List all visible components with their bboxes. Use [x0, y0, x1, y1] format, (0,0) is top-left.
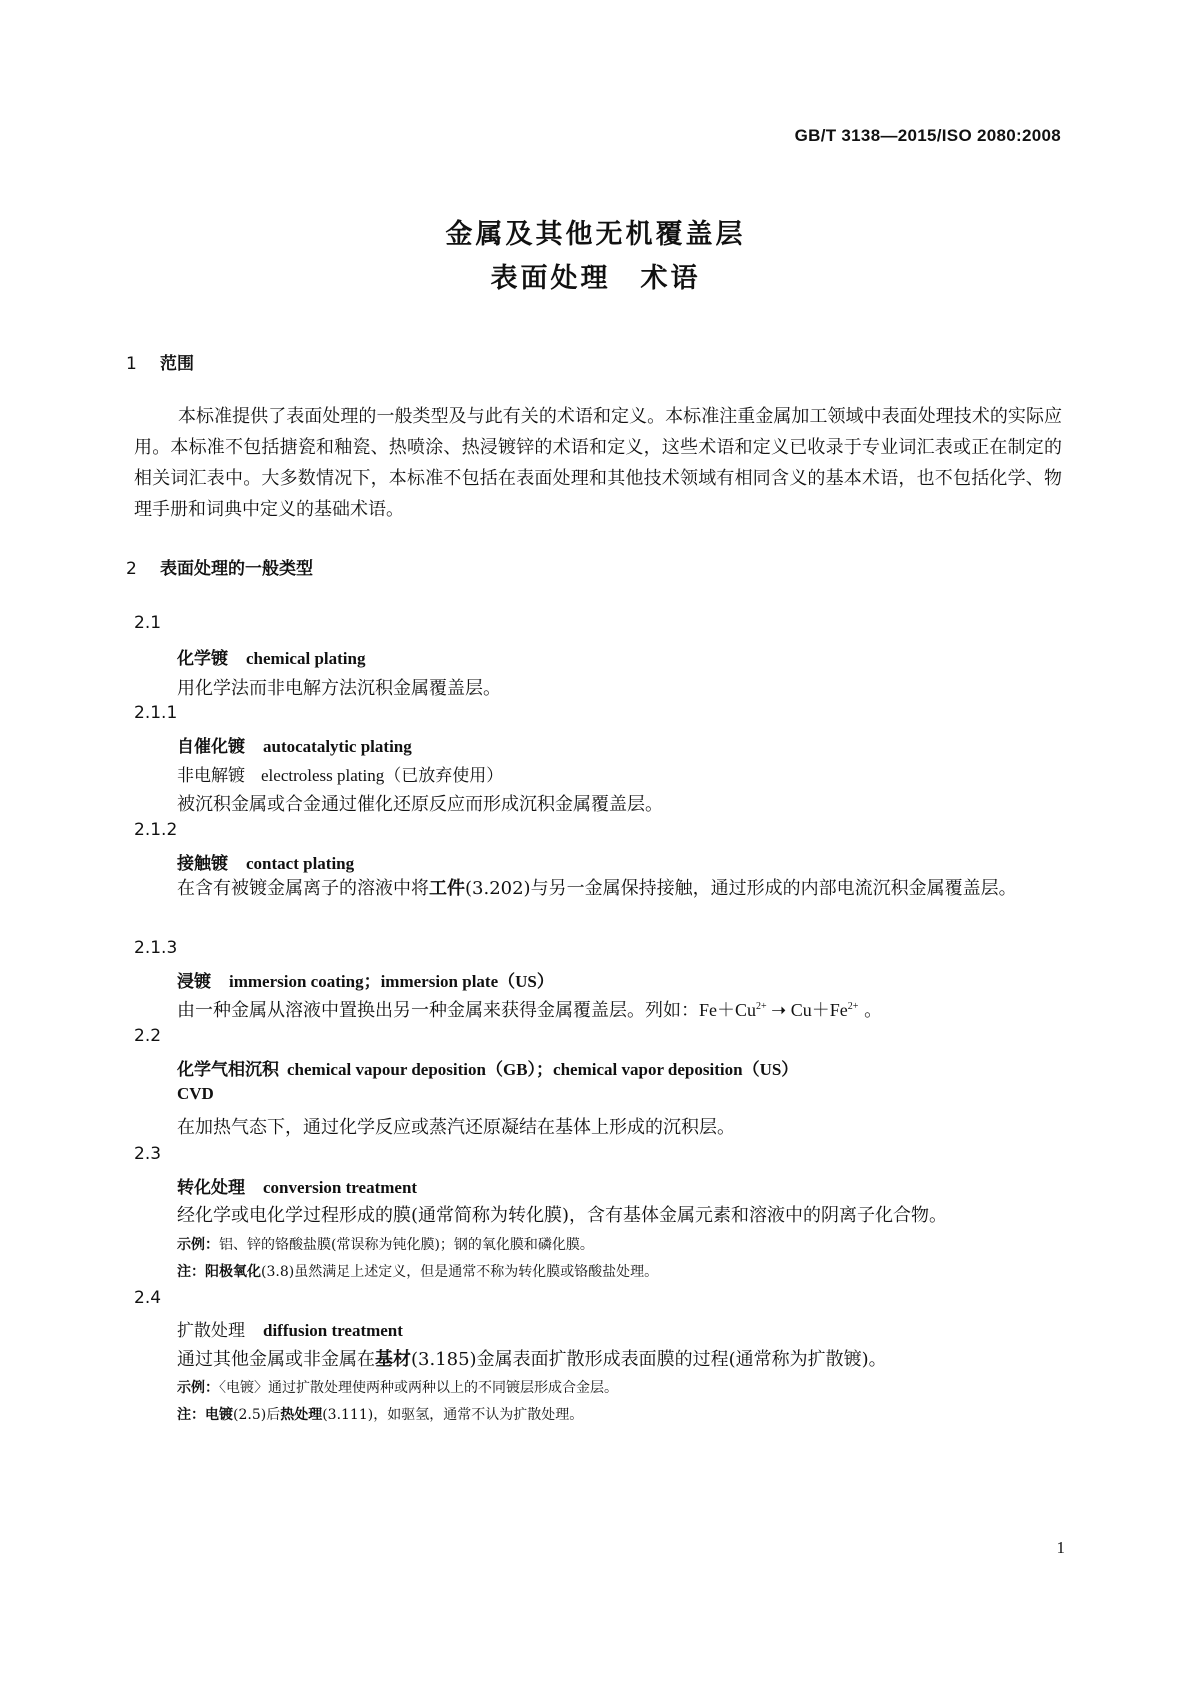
formula-right: Cu＋Fe	[790, 1000, 848, 1020]
term-abbreviation	[177, 1084, 214, 1104]
definition	[177, 996, 882, 1022]
note-text: (3.8)虽然满足上述定义，但是通常不称为转化膜或铬酸盐处理。	[261, 1264, 659, 1280]
term-line	[177, 644, 365, 669]
term-line	[177, 1055, 798, 1080]
section-title: 范围	[160, 354, 194, 374]
definition-end: 。	[858, 1000, 883, 1021]
term-en: contact plating	[246, 854, 355, 873]
definition: 用化学法而非电解方法沉积金属覆盖层。	[177, 678, 501, 699]
term-line	[177, 1316, 403, 1341]
term-line	[177, 967, 554, 992]
section-title: 表面处理的一般类型	[160, 559, 313, 579]
term-line	[177, 1173, 417, 1198]
definition-text: 由一种金属从溶液中置换出另一种金属来获得金属覆盖层。列如：	[177, 1000, 699, 1021]
note-label: 注：	[177, 1264, 205, 1280]
definition-text: (3.185)金属表面扩散形成表面膜的过程(通常称为扩散镀)。	[411, 1349, 887, 1370]
term-zh: 化学镀	[177, 649, 228, 669]
document-title-line1: 金属及其他无机覆盖层	[445, 219, 746, 250]
note-text: (2.5)后	[233, 1407, 281, 1423]
abbreviation: CVD	[177, 1084, 214, 1103]
charge-superscript: 2+	[847, 1001, 859, 1012]
term-line	[177, 849, 354, 874]
note-text: (3.111)，如驱氢，通常不认为扩散处理。	[322, 1407, 584, 1423]
deprecated-term-zh: 非电解镀	[177, 766, 245, 786]
scope-paragraph: 本标准提供了表面处理的一般类型及与此有关的术语和定义。本标准注重金属加工领域中表面处理技术的实际应用。本标准不包括搪瓷和釉瓷、热喷涂、热浸镀锌的术语和定义，这些术语和定义已收录于专业词汇表或正在制定的相关词汇表中。大多数情况下，本标准不包括在表面处理和其他技术领域有相同含义的基本术语，也不包括化学、物理手册和词典中定义的基础术语。	[134, 406, 1062, 520]
definition-text: (3.202)与另一金属保持接触，通过形成的内部电流沉积金属覆盖层。	[465, 878, 1017, 899]
document-title-line2: 表面处理 术语	[490, 263, 701, 294]
example-text: 铝、锌的铬酸盐膜(常误称为钝化膜)；钢的氧化膜和磷化膜。	[219, 1237, 594, 1253]
term-line	[177, 732, 412, 757]
clause-number: 2.1.2	[134, 820, 178, 840]
term-en: autocatalytic plating	[263, 737, 412, 756]
term-en: chemical vapour deposition（GB）；chemical vapor deposition（US）	[287, 1060, 799, 1079]
term-zh: 接触镀	[177, 854, 228, 874]
arrow-icon: ➝	[766, 1000, 791, 1020]
term-zh: 转化处理	[177, 1178, 245, 1198]
section-2-heading	[126, 554, 313, 579]
cross-reference-term: 热处理	[280, 1407, 323, 1423]
example-label: 示例：	[177, 1237, 219, 1253]
formula-left: Fe＋Cu	[699, 1000, 757, 1020]
definition: 被沉积金属或合金通过催化还原反应而形成沉积金属覆盖层。	[177, 794, 663, 815]
clause-number: 2.1.1	[134, 703, 178, 723]
clause-number: 2.1	[134, 613, 162, 633]
clause-number: 2.1.3	[134, 938, 178, 958]
standard-code: GB/T 3138—2015/ISO 2080:2008	[794, 126, 1061, 145]
charge-superscript: 2+	[756, 1001, 767, 1012]
definition	[177, 1345, 887, 1371]
definition-text: 通过其他金属或非金属在	[177, 1349, 375, 1370]
clause-number: 2.3	[134, 1144, 162, 1164]
term-zh: 扩散处理	[177, 1321, 245, 1341]
cross-reference-term: 电镀	[205, 1407, 233, 1423]
note-line	[177, 1261, 658, 1281]
example-label: 示例：	[177, 1380, 219, 1396]
deprecated-term-line	[177, 761, 503, 786]
section-number: 2	[126, 559, 137, 579]
example-line	[177, 1377, 618, 1397]
definition-text: 在含有被镀金属离子的溶液中将	[177, 878, 429, 899]
cross-reference-term: 工件	[429, 878, 465, 899]
example-text: 〈电镀〉通过扩散处理使两种或两种以上的不同镀层形成合金层。	[219, 1380, 618, 1396]
example-line	[177, 1234, 594, 1254]
note-label: 注：	[177, 1407, 205, 1423]
term-zh: 化学气相沉积	[177, 1060, 279, 1080]
clause-number: 2.4	[134, 1288, 162, 1308]
term-en: chemical plating	[246, 649, 366, 668]
definition: 在加热气态下，通过化学反应或蒸汽还原凝结在基体上形成的沉积层。	[177, 1117, 735, 1138]
term-en: conversion treatment	[263, 1178, 418, 1197]
note-line	[177, 1404, 583, 1424]
section-number: 1	[126, 354, 137, 374]
term-zh: 自催化镀	[177, 737, 245, 757]
term-en: diffusion treatment	[263, 1321, 403, 1340]
cross-reference-term: 阳极氧化	[205, 1264, 261, 1280]
cross-reference-term: 基材	[375, 1349, 411, 1370]
term-en: immersion coating；immersion plate（US）	[229, 972, 554, 991]
clause-number: 2.2	[134, 1026, 162, 1046]
definition	[134, 873, 1064, 904]
section-1-heading	[126, 349, 194, 374]
chemical-formula	[699, 1000, 858, 1020]
term-zh: 浸镀	[177, 972, 211, 992]
deprecated-term-en: electroless plating（已放弃使用）	[261, 766, 504, 785]
definition: 经化学或电化学过程形成的膜(通常简称为转化膜)，含有基体金属元素和溶液中的阴离子化合物。	[177, 1205, 948, 1226]
page-number: 1	[1056, 1538, 1065, 1557]
